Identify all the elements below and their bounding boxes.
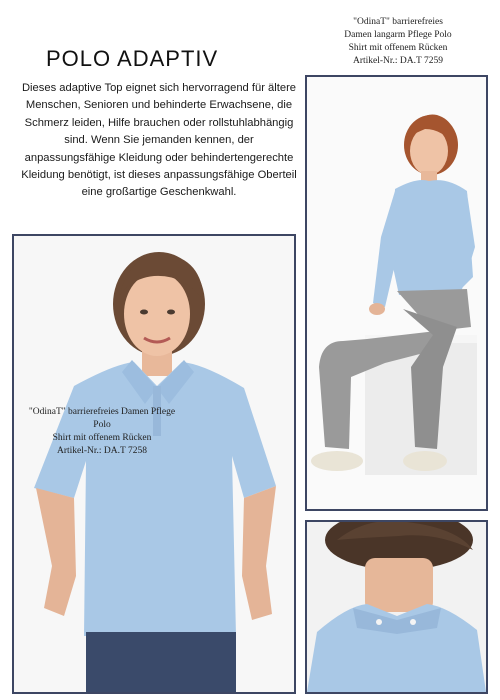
caption-short-sleeve — [22, 406, 182, 458]
caption-line: Damen langarm Pflege Polo — [344, 30, 452, 40]
woman-short-sleeve-illustration — [14, 236, 294, 692]
photo-long-sleeve-polo — [305, 75, 488, 511]
photo-open-back-detail — [305, 520, 488, 694]
caption-article-number: Artikel-Nr.: DA.T 7258 — [56, 446, 148, 456]
page-title: POLO ADAPTIV — [46, 46, 219, 71]
open-back-detail-illustration — [307, 522, 486, 692]
product-description: Dieses adaptive Top eignet sich hervorragend für ältere Menschen, Senioren und behinderte Erwachsene, die Schmerz leiden, Hilfe brauchen oder rollstuhlabhängig sind. Wenn Sie jemanden kennen, der anpassungsfähige Kleidung oder behindertengerechte Kleidung benötigt, ist dieses anpassungsfähige Oberteil eine großartige Geschenkwahl. — [21, 82, 297, 199]
caption-long-sleeve — [318, 16, 478, 68]
caption-line: "OdinaT" barrierefreies — [353, 17, 443, 27]
caption-line: Shirt mit offenem Rücken — [52, 433, 152, 443]
woman-seated-illustration — [307, 77, 486, 509]
caption-article-number: Artikel-Nr.: DA.T 7259 — [352, 56, 444, 66]
caption-line: Shirt mit offenem Rücken — [348, 43, 448, 53]
photo-short-sleeve-polo — [12, 234, 296, 694]
caption-line: "OdinaT" barrierefreies Damen Pflege Polo — [28, 407, 176, 430]
